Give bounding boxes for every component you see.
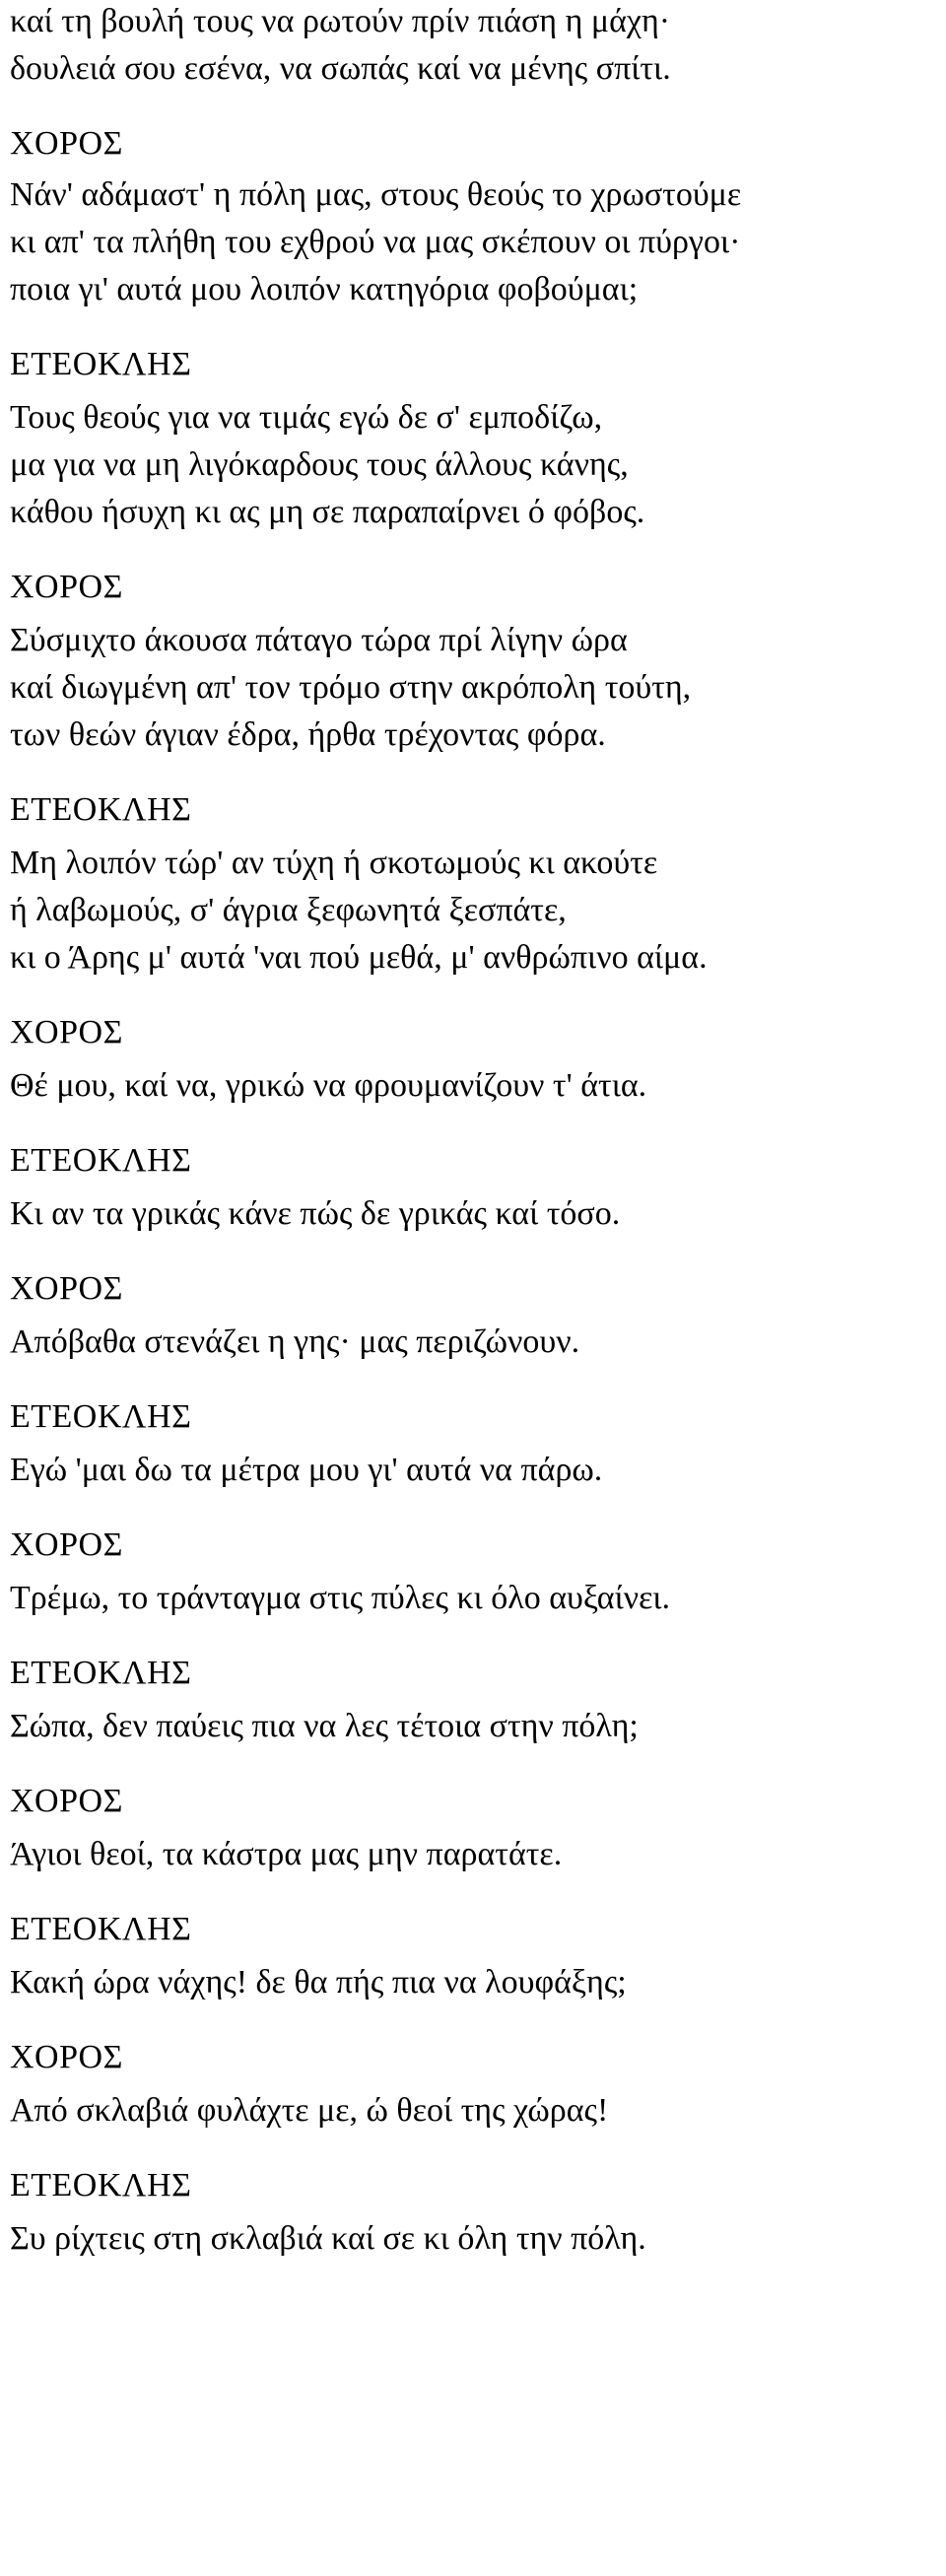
verse-line: Σώπα, δεν παύεις πια να λες τέτοια στην πόλη; [10, 1708, 639, 1744]
verse-line: Απόβαθα στενάζει η γης· μας περιζώνουν. [10, 1323, 580, 1360]
verse-line: Συ ρίχτεις στη σκλαβιά καί σε κι όλη την πόλη. [10, 2220, 646, 2257]
speaker-name: ΧΟΡΟΣ [10, 1526, 123, 1563]
speaker-name: ΕΤΕΟΚΛΗΣ [10, 1655, 192, 1691]
verse-line: Σύσμιχτο άκουσα πάταγο τώρα πρί λίγην ώρα [10, 622, 628, 658]
verse-line: των θεών άγιαν έδρα, ήρθα τρέχοντας φόρα. [10, 716, 606, 753]
speaker-name: ΕΤΕΟΚΛΗΣ [10, 1398, 192, 1435]
verse-line: Θέ μου, καί να, γρικώ να φρουμανίζουν τ' άτια. [10, 1067, 647, 1104]
verse-line: Κακή ώρα νάχης! δε θα πής πια να λουφάξης; [10, 1964, 627, 2000]
verse-line: Τους θεούς για να τιμάς εγώ δε σ' εμποδίζω, [10, 399, 603, 436]
verse-line: Μη λοιπόν τώρ' αν τύχη ή σκοτωμούς κι ακούτε [10, 845, 658, 881]
verse-line: Τρέμω, το τράνταγμα στις πύλες κι όλο αυξαίνει. [10, 1580, 671, 1616]
speaker-name: ΕΤΕΟΚΛΗΣ [10, 1142, 192, 1179]
speaker-name: ΧΟΡΟΣ [10, 1783, 123, 1819]
speaker-name: ΕΤΕΟΚΛΗΣ [10, 791, 192, 828]
verse-line: ή λαβωμούς, σ' άγρια ξεφωνητά ξεσπάτε, [10, 892, 567, 928]
speaker-name: ΧΟΡΟΣ [10, 569, 123, 605]
verse-line: Κι αν τα γρικάς κάνε πώς δε γρικάς καί τόσο. [10, 1195, 621, 1232]
verse-line: Από σκλαβιά φυλάχτε με, ώ θεοί της χώρας! [10, 2092, 609, 2129]
verse-line: κι απ' τα πλήθη του εχθρού να μας σκέπουν οι πύργοι· [10, 224, 741, 260]
verse-line: κι ο Άρης μ' αυτά 'ναι πού μεθά, μ' ανθρώπινο αίμα. [10, 939, 708, 976]
verse-line: ποια γι' αυτά μου λοιπόν κατηγόρια φοβούμαι; [10, 271, 639, 307]
speaker-name: ΧΟΡΟΣ [10, 1014, 123, 1051]
verse-line: καί διωγμένη απ' τον τρόμο στην ακρόπολη τούτη, [10, 669, 692, 706]
verse-line: μα για να μη λιγόκαρδους τους άλλους κάνης, [10, 446, 629, 483]
speaker-name: ΧΟΡΟΣ [10, 1270, 123, 1307]
speaker-name: ΧΟΡΟΣ [10, 125, 123, 162]
verse-line: καί τη βουλή τους να ρωτούν πρίν πιάση η μάχη· [10, 3, 671, 39]
verse-line: Άγιοι θεοί, τα κάστρα μας μην παρατάτε. [10, 1836, 563, 1872]
speaker-name: ΕΤΕΟΚΛΗΣ [10, 1911, 192, 1947]
verse-line: δουλειά σου εσένα, να σωπάς καί να μένης σπίτι. [10, 50, 671, 87]
speaker-name: ΧΟΡΟΣ [10, 2039, 123, 2075]
speaker-name: ΕΤΕΟΚΛΗΣ [10, 346, 192, 382]
verse-line: Εγώ 'μαι δω τα μέτρα μου γι' αυτά να πάρω. [10, 1452, 603, 1488]
speaker-name: ΕΤΕΟΚΛΗΣ [10, 2167, 192, 2203]
verse-line: Νάν' αδάμαστ' η πόλη μας, στους θεούς το χρωστούμε [10, 176, 742, 213]
verse-line: κάθου ήσυχη κι ας μη σε παραπαίρνει ό φόβος. [10, 494, 645, 530]
